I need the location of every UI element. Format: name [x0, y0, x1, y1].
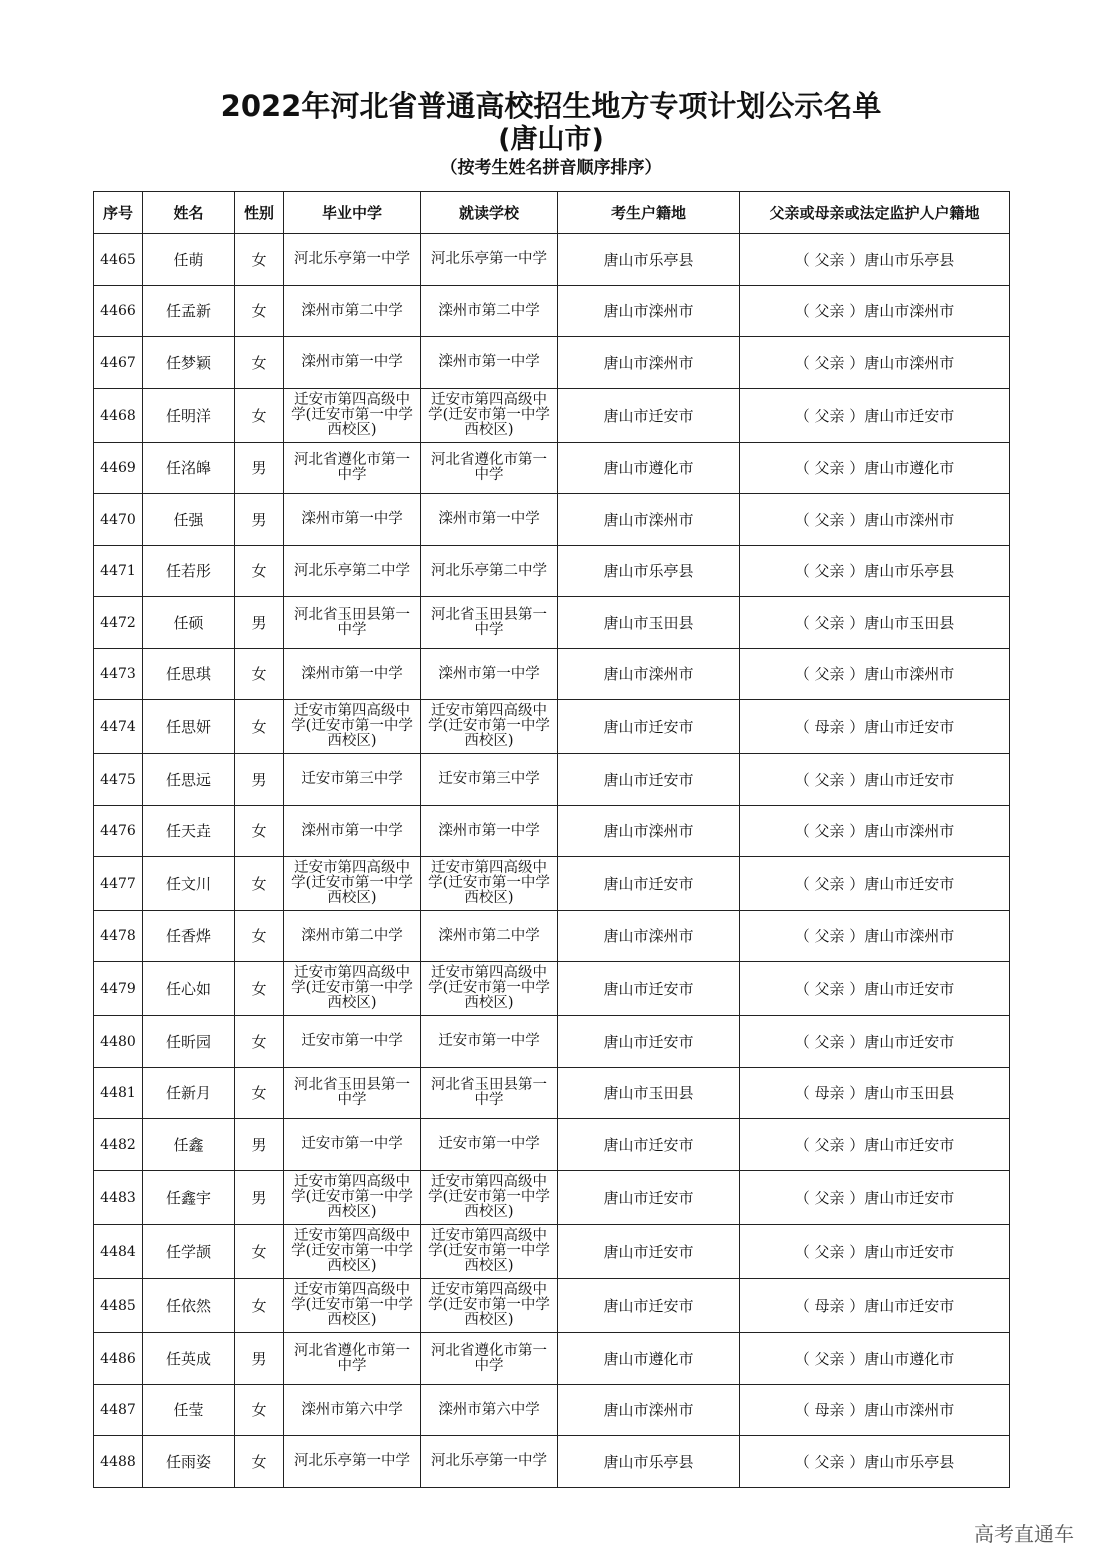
current-school — [421, 389, 558, 443]
graduated-school — [284, 1225, 421, 1279]
student-gender: 女 — [235, 911, 284, 962]
current-school — [421, 234, 558, 286]
student-residence: 唐山市滦州市 — [558, 286, 740, 337]
row-index: 4484 — [94, 1225, 143, 1279]
graduated-school-text: 河北省玉田县第一中学 — [294, 606, 410, 638]
student-name: 任昕园 — [143, 1016, 235, 1068]
row-index: 4482 — [94, 1119, 143, 1171]
guardian-residence: （ 父亲 ）唐山市乐亭县 — [740, 234, 1010, 286]
student-name: 任心如 — [143, 962, 235, 1016]
student-name: 任萌 — [143, 234, 235, 286]
row-index: 4483 — [94, 1171, 143, 1225]
current-school-text: 迁安市第四高级中学(迁安市第一中学西校区) — [428, 392, 550, 438]
graduated-school-text: 河北乐亭第一中学 — [294, 251, 410, 267]
student-name: 任强 — [143, 494, 235, 546]
student-name: 任天垚 — [143, 806, 235, 857]
table-row — [94, 1279, 1010, 1333]
table-row — [94, 546, 1010, 597]
student-residence: 唐山市玉田县 — [558, 597, 740, 649]
current-school — [421, 1171, 558, 1225]
table-row — [94, 1068, 1010, 1119]
student-gender: 女 — [235, 1279, 284, 1333]
watermark: 高考直通车 — [974, 1522, 1074, 1546]
header-student-residence: 考生户籍地 — [558, 192, 740, 234]
student-gender: 男 — [235, 1119, 284, 1171]
current-school-text: 滦州市第六中学 — [438, 1401, 540, 1418]
guardian-residence: （ 父亲 ）唐山市滦州市 — [740, 337, 1010, 389]
row-index: 4488 — [94, 1436, 143, 1488]
graduated-school — [284, 911, 421, 962]
student-gender: 女 — [235, 1436, 284, 1488]
table-row — [94, 806, 1010, 857]
row-index: 4480 — [94, 1016, 143, 1068]
current-school-text: 河北乐亭第一中学 — [431, 251, 547, 267]
graduated-school — [284, 857, 421, 911]
table-row — [94, 1436, 1010, 1488]
row-index: 4466 — [94, 286, 143, 337]
student-name: 任鑫宇 — [143, 1171, 235, 1225]
roster-table — [93, 191, 1010, 1488]
student-gender: 女 — [235, 286, 284, 337]
student-name: 任思远 — [143, 754, 235, 806]
student-name: 任孟新 — [143, 286, 235, 337]
graduated-school-text: 河北乐亭第一中学 — [294, 1453, 410, 1469]
student-residence: 唐山市滦州市 — [558, 337, 740, 389]
student-gender: 男 — [235, 1171, 284, 1225]
header-name: 姓名 — [143, 192, 235, 234]
student-gender: 男 — [235, 1333, 284, 1385]
graduated-school — [284, 806, 421, 857]
graduated-school-text: 滦州市第二中学 — [301, 302, 403, 319]
student-gender: 女 — [235, 234, 284, 286]
table-row — [94, 700, 1010, 754]
current-school — [421, 1225, 558, 1279]
student-residence: 唐山市迁安市 — [558, 1279, 740, 1333]
student-gender: 女 — [235, 337, 284, 389]
graduated-school-text: 滦州市第一中学 — [301, 354, 403, 370]
current-school-text: 迁安市第四高级中学(迁安市第一中学西校区) — [428, 703, 550, 749]
student-gender: 女 — [235, 1385, 284, 1436]
student-name: 任雨姿 — [143, 1436, 235, 1488]
header-graduated-school: 毕业中学 — [284, 192, 421, 234]
student-gender: 女 — [235, 389, 284, 443]
table-row — [94, 857, 1010, 911]
guardian-residence: （ 母亲 ）唐山市滦州市 — [740, 1385, 1010, 1436]
current-school — [421, 806, 558, 857]
student-gender: 女 — [235, 546, 284, 597]
current-school-text: 河北省玉田县第一中学 — [431, 1077, 547, 1108]
student-residence: 唐山市滦州市 — [558, 1385, 740, 1436]
graduated-school-text: 河北乐亭第二中学 — [294, 562, 410, 579]
student-residence: 唐山市迁安市 — [558, 857, 740, 911]
student-residence: 唐山市迁安市 — [558, 389, 740, 443]
row-index: 4469 — [94, 443, 143, 494]
graduated-school-text: 滦州市第一中学 — [301, 822, 403, 839]
student-gender: 女 — [235, 857, 284, 911]
current-school-text: 迁安市第四高级中学(迁安市第一中学西校区) — [428, 965, 550, 1011]
guardian-residence: （ 父亲 ）唐山市迁安市 — [740, 1171, 1010, 1225]
current-school — [421, 1068, 558, 1119]
guardian-residence: （ 父亲 ）唐山市迁安市 — [740, 1225, 1010, 1279]
current-school — [421, 649, 558, 700]
table-row — [94, 234, 1010, 286]
graduated-school — [284, 1385, 421, 1436]
row-index: 4486 — [94, 1333, 143, 1385]
row-index: 4479 — [94, 962, 143, 1016]
current-school-text: 迁安市第四高级中学(迁安市第一中学西校区) — [428, 1282, 550, 1328]
graduated-school — [284, 1068, 421, 1119]
row-index: 4467 — [94, 337, 143, 389]
current-school-text: 滦州市第一中学 — [438, 511, 540, 527]
table-row — [94, 494, 1010, 546]
graduated-school — [284, 1333, 421, 1385]
row-index: 4476 — [94, 806, 143, 857]
row-index: 4465 — [94, 234, 143, 286]
graduated-school — [284, 754, 421, 806]
graduated-school-text: 滦州市第六中学 — [301, 1401, 403, 1418]
current-school-text: 迁安市第四高级中学(迁安市第一中学西校区) — [428, 1228, 550, 1274]
student-name: 任明洋 — [143, 389, 235, 443]
guardian-residence: （ 父亲 ）唐山市迁安市 — [740, 857, 1010, 911]
student-gender: 女 — [235, 806, 284, 857]
student-residence: 唐山市遵化市 — [558, 1333, 740, 1385]
guardian-residence: （ 父亲 ）唐山市乐亭县 — [740, 1436, 1010, 1488]
student-name: 任莹 — [143, 1385, 235, 1436]
graduated-school-text: 迁安市第四高级中学(迁安市第一中学西校区) — [291, 965, 413, 1011]
student-residence: 唐山市玉田县 — [558, 1068, 740, 1119]
student-gender: 女 — [235, 700, 284, 754]
student-name: 任梦颖 — [143, 337, 235, 389]
current-school — [421, 1385, 558, 1436]
current-school — [421, 443, 558, 494]
graduated-school-text: 迁安市第四高级中学(迁安市第一中学西校区) — [291, 703, 413, 749]
student-name: 任依然 — [143, 1279, 235, 1333]
table-row — [94, 911, 1010, 962]
row-index: 4478 — [94, 911, 143, 962]
student-gender: 男 — [235, 494, 284, 546]
current-school-text: 河北乐亭第一中学 — [431, 1453, 547, 1469]
graduated-school-text: 河北省遵化市第一中学 — [294, 1342, 410, 1374]
header-current-school: 就读学校 — [421, 192, 558, 234]
guardian-residence: （ 父亲 ）唐山市乐亭县 — [740, 546, 1010, 597]
row-index: 4477 — [94, 857, 143, 911]
guardian-residence: （ 父亲 ）唐山市迁安市 — [740, 962, 1010, 1016]
roster-table-body — [94, 234, 1010, 1488]
graduated-school — [284, 700, 421, 754]
guardian-residence: （ 母亲 ）唐山市迁安市 — [740, 700, 1010, 754]
student-name: 任思妍 — [143, 700, 235, 754]
student-residence: 唐山市乐亭县 — [558, 546, 740, 597]
current-school — [421, 1279, 558, 1333]
student-residence: 唐山市乐亭县 — [558, 1436, 740, 1488]
row-index: 4481 — [94, 1068, 143, 1119]
current-school-text: 河北省遵化市第一中学 — [431, 1342, 547, 1374]
graduated-school-text: 滦州市第一中学 — [301, 665, 403, 682]
table-row — [94, 754, 1010, 806]
table-row — [94, 1016, 1010, 1068]
current-school — [421, 1016, 558, 1068]
graduated-school-text: 迁安市第四高级中学(迁安市第一中学西校区) — [291, 1228, 413, 1274]
guardian-residence: （ 父亲 ）唐山市迁安市 — [740, 1016, 1010, 1068]
current-school-text: 滦州市第一中学 — [438, 665, 540, 682]
row-index: 4472 — [94, 597, 143, 649]
graduated-school — [284, 1016, 421, 1068]
student-name: 任文川 — [143, 857, 235, 911]
table-row — [94, 389, 1010, 443]
graduated-school — [284, 1171, 421, 1225]
student-name: 任香烨 — [143, 911, 235, 962]
header-gender: 性别 — [235, 192, 284, 234]
guardian-residence: （ 父亲 ）唐山市迁安市 — [740, 389, 1010, 443]
table-row — [94, 286, 1010, 337]
student-gender: 女 — [235, 1068, 284, 1119]
document-sort-note: （按考生姓名拼音顺序排序） — [440, 158, 662, 178]
current-school — [421, 597, 558, 649]
graduated-school — [284, 597, 421, 649]
graduated-school-text: 迁安市第四高级中学(迁安市第一中学西校区) — [291, 1174, 413, 1220]
graduated-school — [284, 649, 421, 700]
row-index: 4470 — [94, 494, 143, 546]
current-school-text: 河北乐亭第二中学 — [431, 562, 547, 579]
student-residence: 唐山市迁安市 — [558, 1225, 740, 1279]
current-school — [421, 1119, 558, 1171]
student-name: 任学颉 — [143, 1225, 235, 1279]
table-row — [94, 1333, 1010, 1385]
student-name: 任鑫 — [143, 1119, 235, 1171]
graduated-school — [284, 389, 421, 443]
current-school-text: 滦州市第一中学 — [438, 822, 540, 839]
document-title: 2022年河北省普通高校招生地方专项计划公示名单 — [220, 89, 882, 123]
graduated-school-text: 河北省玉田县第一中学 — [294, 1077, 410, 1108]
table-row — [94, 1385, 1010, 1436]
student-gender: 男 — [235, 754, 284, 806]
guardian-residence: （ 父亲 ）唐山市迁安市 — [740, 754, 1010, 806]
row-index: 4474 — [94, 700, 143, 754]
current-school — [421, 1333, 558, 1385]
current-school — [421, 911, 558, 962]
graduated-school-text: 滦州市第二中学 — [301, 927, 403, 944]
current-school — [421, 1436, 558, 1488]
graduated-school — [284, 494, 421, 546]
current-school-text: 迁安市第一中学 — [438, 1136, 540, 1152]
guardian-residence: （ 父亲 ）唐山市玉田县 — [740, 597, 1010, 649]
student-name: 任新月 — [143, 1068, 235, 1119]
student-residence: 唐山市迁安市 — [558, 700, 740, 754]
student-residence: 唐山市迁安市 — [558, 1119, 740, 1171]
graduated-school-text: 迁安市第三中学 — [301, 771, 403, 787]
table-header-row — [94, 192, 1010, 234]
current-school-text: 河北省玉田县第一中学 — [431, 606, 547, 638]
student-gender: 女 — [235, 1225, 284, 1279]
student-residence: 唐山市迁安市 — [558, 1016, 740, 1068]
student-residence: 唐山市滦州市 — [558, 494, 740, 546]
graduated-school-text: 迁安市第一中学 — [301, 1136, 403, 1152]
student-residence: 唐山市滦州市 — [558, 806, 740, 857]
current-school — [421, 700, 558, 754]
table-row — [94, 1171, 1010, 1225]
current-school-text: 迁安市第四高级中学(迁安市第一中学西校区) — [428, 1174, 550, 1220]
current-school — [421, 337, 558, 389]
student-name: 任洺皞 — [143, 443, 235, 494]
graduated-school — [284, 1119, 421, 1171]
student-residence: 唐山市迁安市 — [558, 1171, 740, 1225]
student-name: 任若彤 — [143, 546, 235, 597]
row-index: 4473 — [94, 649, 143, 700]
current-school — [421, 754, 558, 806]
table-row — [94, 962, 1010, 1016]
graduated-school-text: 迁安市第四高级中学(迁安市第一中学西校区) — [291, 860, 413, 906]
graduated-school — [284, 337, 421, 389]
row-index: 4471 — [94, 546, 143, 597]
guardian-residence: （ 父亲 ）唐山市滦州市 — [740, 649, 1010, 700]
table-row — [94, 649, 1010, 700]
table-row — [94, 443, 1010, 494]
student-gender: 男 — [235, 597, 284, 649]
student-name: 任英成 — [143, 1333, 235, 1385]
current-school — [421, 857, 558, 911]
student-residence: 唐山市迁安市 — [558, 962, 740, 1016]
header-guardian-residence: 父亲或母亲或法定监护人户籍地 — [740, 192, 1010, 234]
student-residence: 唐山市遵化市 — [558, 443, 740, 494]
current-school — [421, 546, 558, 597]
graduated-school — [284, 234, 421, 286]
guardian-residence: （ 父亲 ）唐山市滦州市 — [740, 494, 1010, 546]
graduated-school — [284, 962, 421, 1016]
graduated-school — [284, 1436, 421, 1488]
graduated-school-text: 迁安市第四高级中学(迁安市第一中学西校区) — [291, 1282, 413, 1328]
current-school-text: 迁安市第四高级中学(迁安市第一中学西校区) — [428, 860, 550, 906]
row-index: 4468 — [94, 389, 143, 443]
guardian-residence: （ 父亲 ）唐山市遵化市 — [740, 1333, 1010, 1385]
current-school-text: 迁安市第三中学 — [438, 771, 540, 787]
graduated-school — [284, 443, 421, 494]
graduated-school-text: 迁安市第四高级中学(迁安市第一中学西校区) — [291, 392, 413, 438]
graduated-school — [284, 286, 421, 337]
graduated-school-text: 滦州市第一中学 — [301, 511, 403, 527]
student-name: 任思琪 — [143, 649, 235, 700]
current-school-text: 滦州市第二中学 — [438, 927, 540, 944]
table-row — [94, 337, 1010, 389]
current-school — [421, 494, 558, 546]
table-row — [94, 1225, 1010, 1279]
guardian-residence: （ 父亲 ）唐山市滦州市 — [740, 806, 1010, 857]
row-index: 4485 — [94, 1279, 143, 1333]
row-index: 4487 — [94, 1385, 143, 1436]
table-row — [94, 597, 1010, 649]
student-gender: 男 — [235, 443, 284, 494]
student-residence: 唐山市迁安市 — [558, 754, 740, 806]
guardian-residence: （ 母亲 ）唐山市迁安市 — [740, 1279, 1010, 1333]
student-gender: 女 — [235, 1016, 284, 1068]
graduated-school-text: 河北省遵化市第一中学 — [294, 452, 410, 483]
current-school-text: 河北省遵化市第一中学 — [431, 452, 547, 483]
guardian-residence: （ 父亲 ）唐山市滦州市 — [740, 911, 1010, 962]
student-residence: 唐山市滦州市 — [558, 649, 740, 700]
guardian-residence: （ 母亲 ）唐山市玉田县 — [740, 1068, 1010, 1119]
header-index: 序号 — [94, 192, 143, 234]
current-school-text: 滦州市第一中学 — [438, 354, 540, 370]
current-school-text: 迁安市第一中学 — [438, 1033, 540, 1049]
student-residence: 唐山市滦州市 — [558, 911, 740, 962]
current-school — [421, 286, 558, 337]
graduated-school — [284, 546, 421, 597]
student-name: 任硕 — [143, 597, 235, 649]
student-residence: 唐山市乐亭县 — [558, 234, 740, 286]
document-subtitle-city: (唐山市) — [498, 124, 604, 155]
student-gender: 女 — [235, 649, 284, 700]
graduated-school — [284, 1279, 421, 1333]
guardian-residence: （ 父亲 ）唐山市滦州市 — [740, 286, 1010, 337]
graduated-school-text: 迁安市第一中学 — [301, 1033, 403, 1049]
student-gender: 女 — [235, 962, 284, 1016]
guardian-residence: （ 父亲 ）唐山市迁安市 — [740, 1119, 1010, 1171]
current-school-text: 滦州市第二中学 — [438, 302, 540, 319]
current-school — [421, 962, 558, 1016]
row-index: 4475 — [94, 754, 143, 806]
table-row — [94, 1119, 1010, 1171]
guardian-residence: （ 父亲 ）唐山市遵化市 — [740, 443, 1010, 494]
